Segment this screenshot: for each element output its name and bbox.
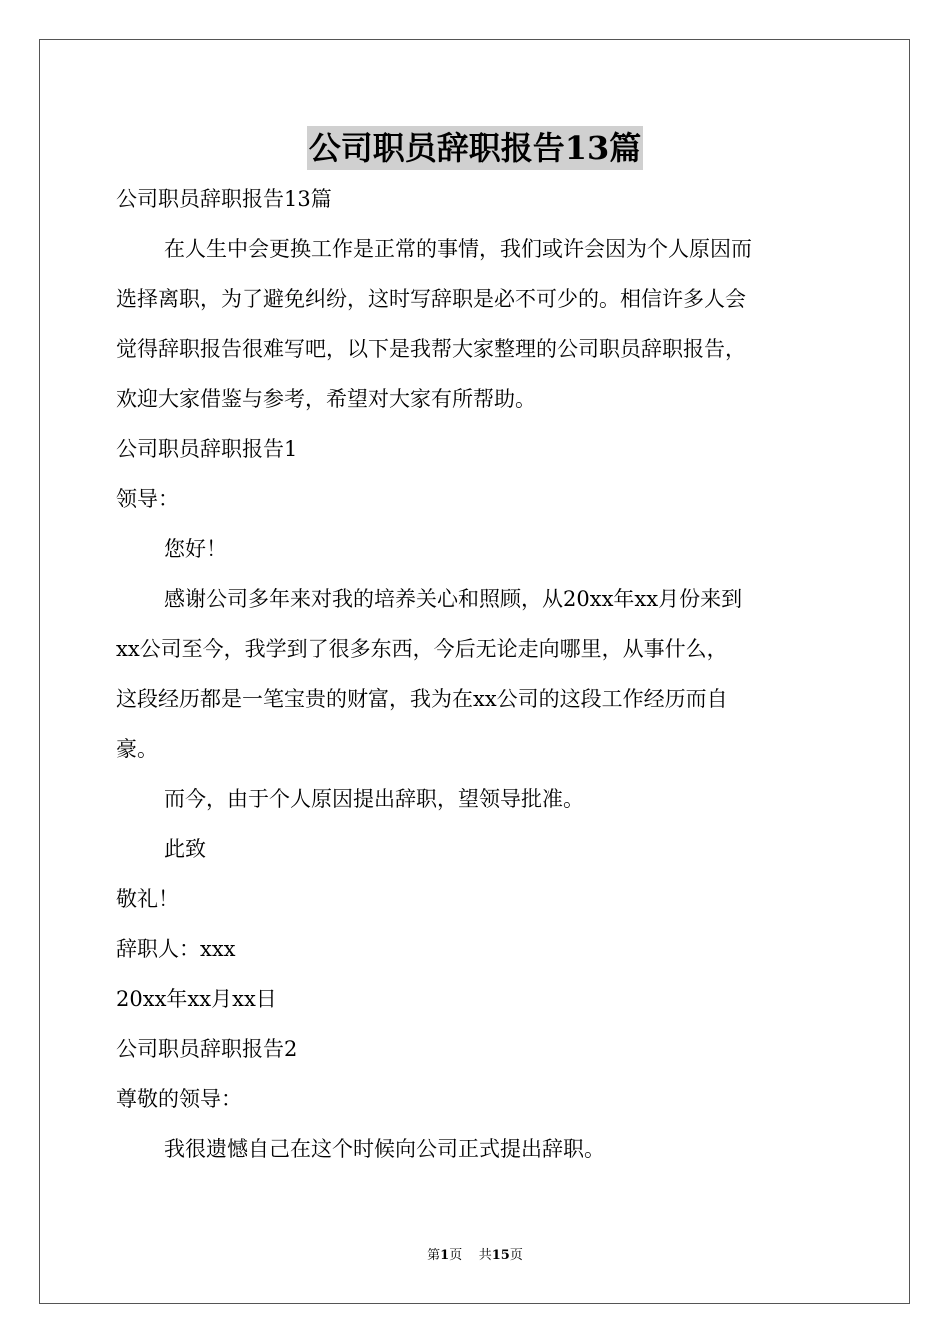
footer-page-suffix: 页 (449, 1248, 463, 1263)
footer-page-number: 1 (440, 1248, 450, 1263)
intro-paragraph-line-1: 在人生中会更换工作是正常的事情，我们或许会因为个人原因而 (164, 237, 752, 261)
salutation-2: 尊敬的领导： (116, 1087, 242, 1111)
intro-paragraph-line-2: 选择离职，为了避免纠纷，这时写辞职是必不可少的。相信许多人会 (116, 287, 746, 311)
body-paragraph-line-4: 豪。 (116, 737, 158, 761)
body-paragraph-line-3: 这段经历都是一笔宝贵的财富，我为在xx公司的这段工作经历而自 (116, 687, 728, 711)
document-title: 公司职员辞职报告13篇 (307, 126, 644, 170)
intro-paragraph-line-3: 觉得辞职报告很难写吧，以下是我帮大家整理的公司职员辞职报告， (116, 337, 746, 361)
page-border (39, 39, 910, 1304)
closing-zhizhi: 此致 (164, 837, 206, 861)
section-heading-2: 公司职员辞职报告2 (116, 1037, 298, 1061)
date-line: 20xx年xx月xx日 (116, 987, 277, 1011)
footer-total-pages: 15 (491, 1248, 510, 1263)
title-container (0, 126, 950, 170)
section-heading-1: 公司职员辞职报告1 (116, 437, 298, 461)
footer-total-suffix: 页 (509, 1248, 523, 1263)
signature-line: 辞职人：xxx (116, 937, 236, 961)
footer-page-prefix: 第 (427, 1248, 441, 1263)
body-paragraph-2-line-1: 我很遗憾自己在这个时候向公司正式提出辞职。 (164, 1137, 605, 1161)
body-paragraph-line-2: xx公司至今，我学到了很多东西，今后无论走向哪里，从事什么， (116, 637, 728, 661)
closing-jingli: 敬礼！ (116, 887, 179, 911)
salutation: 领导： (116, 487, 179, 511)
footer-total-prefix: 共 (478, 1248, 492, 1263)
greeting: 您好！ (164, 537, 227, 561)
document-subtitle: 公司职员辞职报告13篇 (116, 187, 332, 211)
intro-paragraph-line-4: 欢迎大家借鉴与参考，希望对大家有所帮助。 (116, 387, 536, 411)
page-footer (0, 1247, 950, 1265)
body-paragraph-line-1: 感谢公司多年来对我的培养关心和照顾，从20xx年xx月份来到 (164, 587, 743, 611)
resignation-request: 而今，由于个人原因提出辞职，望领导批准。 (164, 787, 584, 811)
